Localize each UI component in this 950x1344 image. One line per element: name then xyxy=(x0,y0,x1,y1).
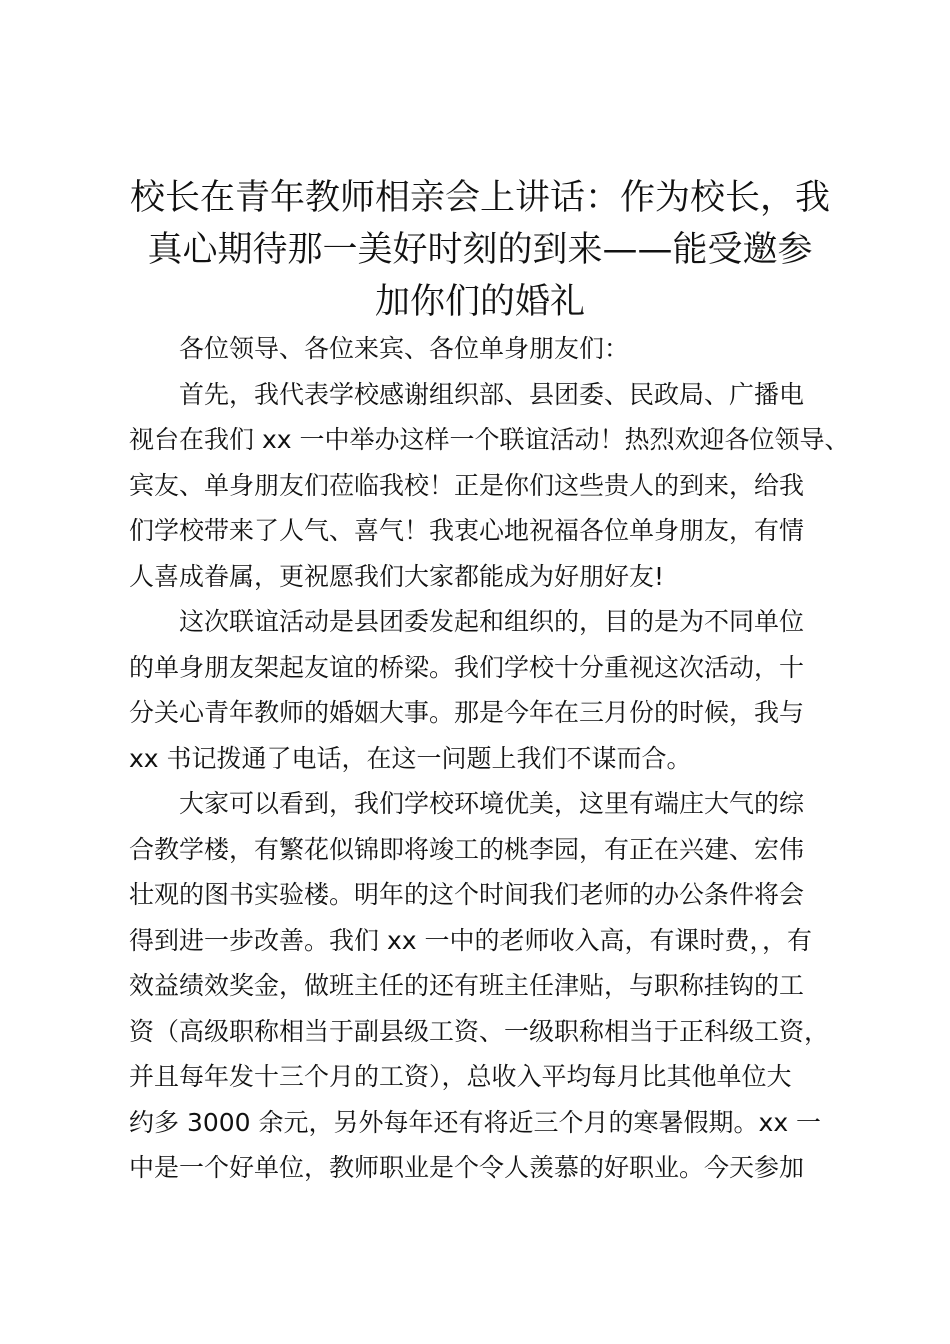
document-title xyxy=(120,172,840,328)
text-line: 分关心青年教师的婚姻大事。那是今年在三月份的时候，我与 xyxy=(129,698,805,727)
paragraph-activity xyxy=(129,599,835,781)
text-line: 中是一个好单位，教师职业是个令人羡慕的好职业。今天参加 xyxy=(129,1153,805,1182)
document-body xyxy=(129,326,850,1191)
text-line: 首先，我代表学校感谢组织部、县团委、民政局、广播电 xyxy=(179,379,805,409)
text-line: 壮观的图书实验楼。明年的这个时间我们老师的办公条件将会 xyxy=(129,880,805,909)
text-line: 这次联谊活动是县团委发起和组织的，目的是为不同单位 xyxy=(179,607,805,636)
text-line: 资（高级职称相当于副县级工资、一级职称相当于正科级工资， xyxy=(129,1016,830,1046)
text-line: 并且每年发十三个月的工资），总收入平均每月比其他单位大 xyxy=(129,1062,792,1091)
text-line: xx 书记拨通了电话，在这一问题上我们不谋而合。 xyxy=(129,743,692,773)
text-line: 视台在我们 xx 一中举办这样一个联谊活动！热烈欢迎各位领导、 xyxy=(129,425,850,454)
text-line: 的单身朋友架起友谊的桥梁。我们学校十分重视这次活动，十 xyxy=(129,652,805,682)
text-line: 合教学楼，有繁花似锦即将竣工的桃李园，有正在兴建、宏伟 xyxy=(129,834,805,864)
text-line: 人喜成眷属，更祝愿我们大家都能成为好朋好友! xyxy=(129,561,665,591)
text-line: 宾友、单身朋友们莅临我校！正是你们这些贵人的到来，给我 xyxy=(129,470,805,500)
text-line: 效益绩效奖金，做班主任的还有班主任津贴，与职称挂钩的工 xyxy=(129,971,805,1000)
paragraph-opening xyxy=(129,372,850,600)
text-line: 们学校带来了人气、喜气！我衷心地祝福各位单身朋友，有情 xyxy=(129,516,805,545)
text-line: 各位领导、各位来宾、各位单身朋友们： xyxy=(179,334,630,363)
text-line: 得到进一步改善。我们 xx 一中的老师收入高，有课时费，，有 xyxy=(129,925,812,955)
title-line: 真心期待那一美好时刻的到来——能受邀参 xyxy=(147,230,813,270)
paragraph-school xyxy=(129,781,835,1191)
text-line: 约多 3000 余元，另外每年还有将近三个月的寒暑假期。xx 一 xyxy=(129,1107,822,1137)
paragraph-greeting xyxy=(129,326,835,372)
title-line: 加你们的婚礼 xyxy=(374,282,585,322)
title-line: 校长在青年教师相亲会上讲话：作为校长，我 xyxy=(129,178,830,218)
text-line: 大家可以看到，我们学校环境优美，这里有端庄大气的综 xyxy=(179,789,805,818)
